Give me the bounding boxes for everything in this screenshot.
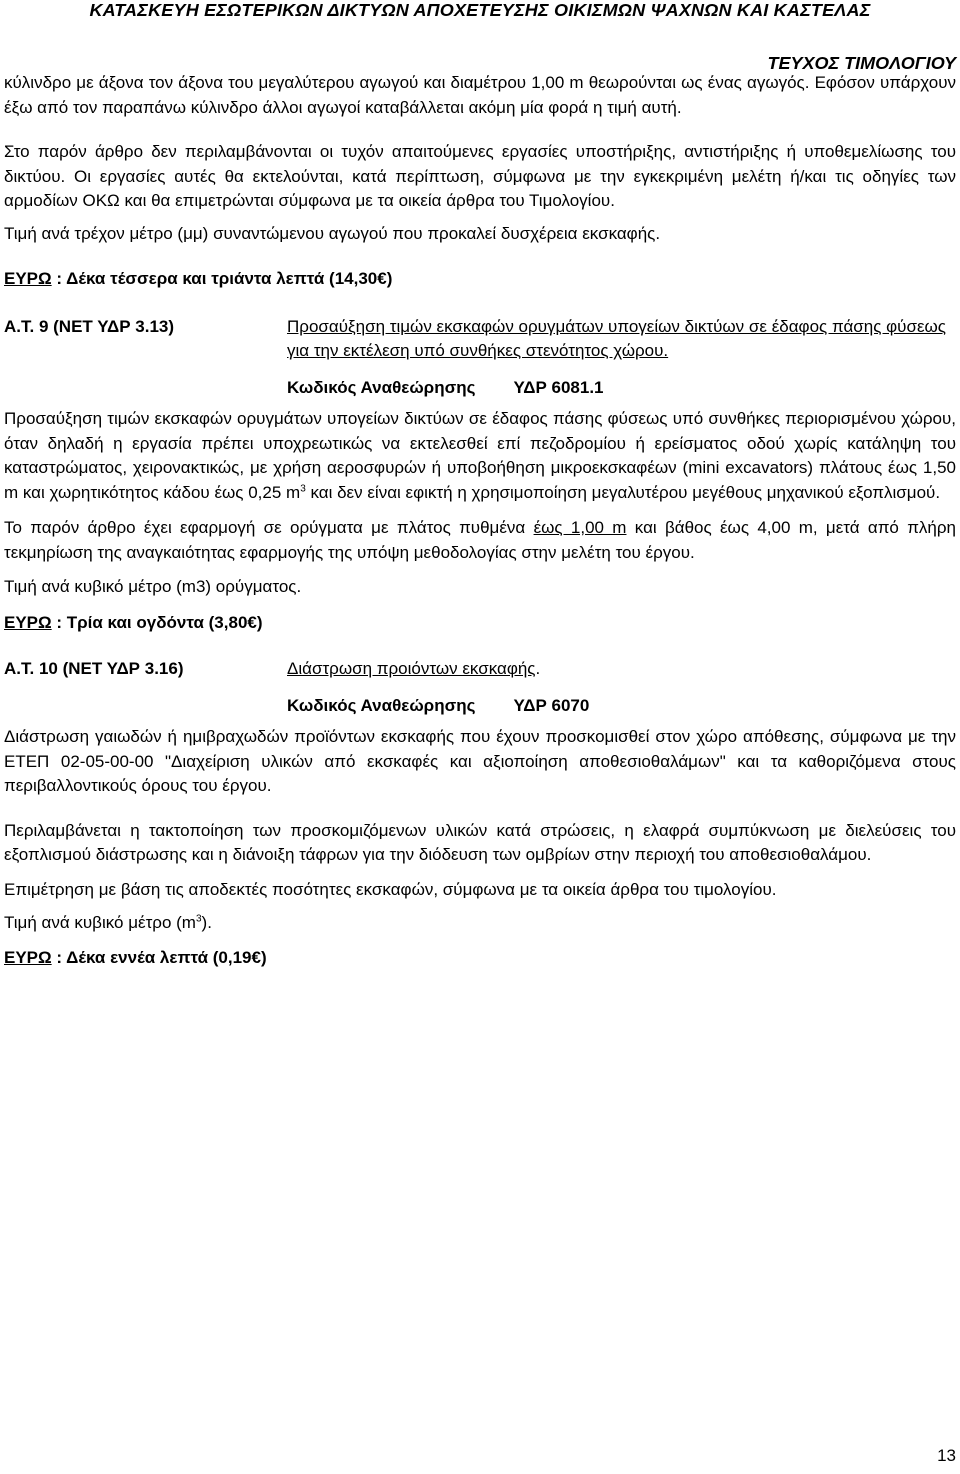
paragraph-continuation: κύλινδρο με άξονα τον άξονα του μεγαλύτερου αγωγού και διαμέτρου 1,00 m θεωρούνται ως ένας αγωγός. Εφόσον υπάρχουν έξω από τον παραπάνω κύλινδρο άλλοι αγωγοί καταβάλλεται ακόμη μία φορά η τιμή αυτή. <box>4 73 956 117</box>
article-10-code <box>4 694 956 719</box>
article-9-code-label: Κωδικός Αναθεώρησης <box>287 377 476 397</box>
price-line-2 <box>4 611 956 636</box>
article-10-title-wrap <box>287 657 956 682</box>
page-number: 13 <box>937 1446 956 1465</box>
price-2-text: : Τρία και ογδόντα (3,80€) <box>51 612 263 632</box>
document-header-title: ΚΑΤΑΣΚΕΥΗ ΕΣΩΤΕΡΙΚΩΝ ΔΙΚΤΥΩΝ ΑΠΟΧΕΤΕΥΣΗΣ ΟΙΚΙΣΜΩΝ ΨΑΧΝΩΝ ΚΑΙ ΚΑΣΤΕΛΑΣ <box>89 0 871 20</box>
article-9-title: Προσαύξηση τιμών εκσκαφών ορυγμάτων υπογείων δικτύων σε έδαφος πάσης φύσεως για την εκτέλεση υπό συνθήκες στενότητος χώρου. <box>287 316 946 360</box>
article-9-application <box>4 516 956 565</box>
article-10-measurement: Επιμέτρηση με βάση τις αποδεκτές ποσότητες εκσκαφών, σύμφωνα με τα οικεία άρθρα του τιμολογίου. <box>4 879 777 899</box>
article-10-code-label: Κωδικός Αναθεώρησης <box>287 695 476 715</box>
paragraph-unit-price: Τιμή ανά τρέχον μέτρο (μμ) συναντώμενου αγωγού που προκαλεί δυσχέρεια εκσκαφής. <box>4 223 661 243</box>
price-3-text: : Δέκα εννέα λεπτά (0,19€) <box>51 947 267 967</box>
paragraph-support-works: Στο παρόν άρθρο δεν περιλαμβάνονται οι τυχόν απαιτούμενες εργασίες υποστήριξης, αντιστήριξης ή υποθεμελίωσης του δικτύου. Οι εργασίες αυτές θα εκτελούνται, κατά περίπτωση, σύμφωνα με την εγκεκριμένη μελέτη ή/και τις οδηγίες των αρμοδίων ΟΚΩ και θα επιμετρώνται σύμφωνα με τα οικεία άρθρα του Τιμολογίου. <box>4 142 956 210</box>
article-9-description-part-a: Προσαύξηση τιμών εκσκαφών ορυγμάτων υπογείων δικτύων σε έδαφος πάσης φύσεως υπό συνθήκες περιορισμένου χώρου, όταν δηλαδή η εργασία πρέπει υποχρεωτικώς να εκτελεσθεί επί πεζοδρομίου ή ερείσματος οδού χωρίς κατάληψη του καταστρώματος, χειρονακτικώς, με χρήση αεροσφυρών ή υποβοήθηση μικροεκσκαφέων (mini excavators) πλάτους έως 1,50 m και χωρητικότητος κάδου έως 0,25 m <box>4 409 956 502</box>
article-9-description <box>4 407 956 505</box>
page-body <box>4 71 956 970</box>
document-header-subtitle: ΤΕΥΧΟΣ ΤΙΜΟΛΟΓΙΟΥ <box>767 53 956 73</box>
price-line-3 <box>4 946 956 971</box>
article-9-application-part-a: Το παρόν άρθρο έχει εφαρμογή σε ορύγματα με πλάτος πυθμένα <box>4 518 534 537</box>
euro-label: ΕΥΡΩ <box>4 269 52 288</box>
article-10-title: Διάστρωση προιόντων εκσκαφής <box>287 659 536 678</box>
superscript-3: 3 <box>195 913 202 925</box>
article-9-application-part-b: και βάθος έως 4,00 m, μετά από πλήρη τεκμηρίωση της αναγκαιότητας εφαρμογής της υπόψη μεθοδολογίας στην μελέτη του έργου. <box>4 518 956 562</box>
article-10-title-tail: . <box>535 659 541 678</box>
article-9-code-value: ΥΔΡ 6081.1 <box>513 377 604 397</box>
euro-label: ΕΥΡΩ <box>4 612 52 632</box>
article-10-unit <box>4 911 956 936</box>
article-9-description-part-b: και δεν είναι εφικτή η χρησιμοποίηση μεγαλυτέρου μεγέθους μηχανικού εξοπλισμού. <box>305 482 941 502</box>
article-10-description: Διάστρωση γαιωδών ή ημιβραχωδών προϊόντων εκσκαφής που έχουν προσκομισθεί στον χώρο απόθεσης, σύμφωνα με την ΕΤΕΠ 02-05-00-00 "Διαχείριση υλικών από εκσκαφές και αξιοποίηση αποθεσιοθαλάμων" και τα καθοριζόμενα στους περιβαλλοντικούς όρους του έργου. <box>4 727 956 795</box>
article-9-heading <box>4 315 956 364</box>
article-9-code <box>4 376 956 401</box>
article-10-code-value: ΥΔΡ 6070 <box>513 695 590 715</box>
price-1-text: : Δέκα τέσσερα και τριάντα λεπτά (14,30€) <box>51 269 393 288</box>
article-9-unit: Τιμή ανά κυβικό μέτρο (m3) ορύγματος. <box>4 577 302 596</box>
article-9-application-underlined: έως 1,00 m <box>533 518 627 537</box>
price-line-1 <box>4 267 956 292</box>
article-9-id: Α.Τ. 9 (ΝΕΤ ΥΔΡ 3.13) <box>4 316 175 336</box>
euro-label: ΕΥΡΩ <box>4 947 52 967</box>
article-10-id: Α.Τ. 10 (ΝΕΤ ΥΔΡ 3.16) <box>4 659 184 678</box>
article-10-heading <box>4 657 956 682</box>
article-10-unit-part-a: Τιμή ανά κυβικό μέτρο (m <box>4 913 196 932</box>
article-10-unit-part-b: ). <box>201 913 212 932</box>
article-10-includes: Περιλαμβάνεται η τακτοποίηση των προσκομιζόμενων υλικών κατά στρώσεις, η ελαφρά συμπύκνωση με διελεύσεις του εξοπλισμού διάστρωσης και η διάνοιξη τάφρων για την διόδευση των ομβρίων στην περιοχή του αποθεσιοθαλάμου. <box>4 820 956 864</box>
superscript-3: 3 <box>300 482 306 494</box>
